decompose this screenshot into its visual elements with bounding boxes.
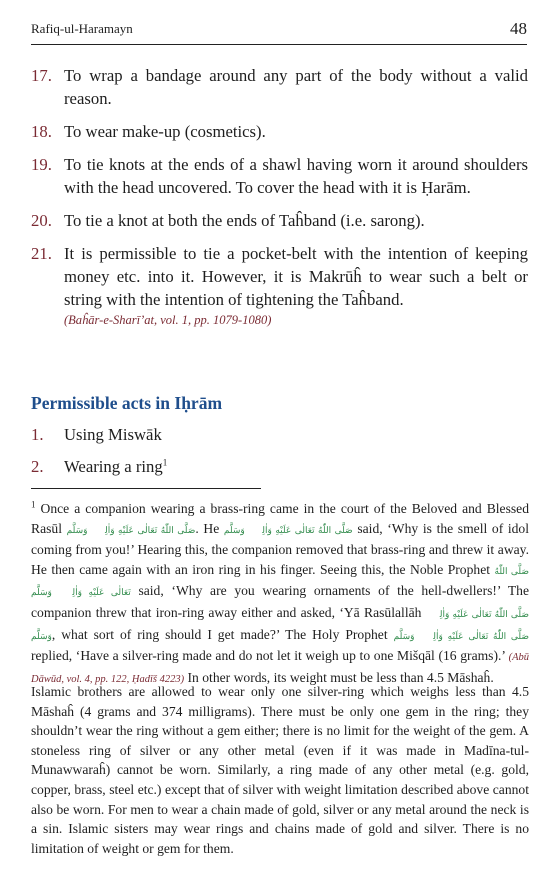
book-title: Rafiq-ul-Haramayn — [31, 21, 133, 36]
footnote-number: 1 — [31, 499, 36, 510]
item-number: 17. — [31, 66, 52, 85]
blessing-calligraphy: صَلَّى اللّٰهُ تَعَالٰى عَلَيْهِ وَاٰلِهٖ وَسَلَّم — [66, 524, 196, 535]
footnote-text: In other words, its weight must be less than 4.5 Māshaĥ. — [187, 669, 494, 685]
item-text: Using Miswāk — [64, 425, 162, 444]
list-item — [31, 455, 528, 478]
list-item — [31, 242, 528, 329]
footnote-text: Once a companion wearing a brass-ring came in the court of the Beloved and Blessed Rasūl — [31, 501, 529, 536]
list-item — [31, 64, 528, 110]
item-number: 21. — [31, 244, 52, 263]
item-number: 2. — [31, 457, 44, 476]
item-text: To tie knots at the ends of a shawl having worn it around shoulders with the head uncovered. To cover the head with it is Ḥarām. — [64, 155, 528, 197]
item-text: It is permissible to tie a pocket-belt with the intention of keeping money etc. into it. However, it is Makrūĥ to wear such a belt or string with the intention of tightening the Taĥband. — [64, 244, 528, 309]
list-item — [31, 423, 528, 446]
footnote-text: said, ‘Why are you wearing ornaments of the hell-dwellers!’ The companion threw that iron-ring away either and asked, ‘Yā Rasūlallāh — [31, 583, 530, 620]
footnote-text: . He — [195, 520, 220, 536]
permissible-list — [31, 423, 528, 487]
prohibitions-list — [31, 64, 528, 339]
item-text-with-reference — [64, 242, 528, 329]
footnote-text: replied, ‘Have a silver-ring made and do not let it weigh up to one Mišqāl (16 grams).’ — [31, 648, 505, 664]
item-number: 19. — [31, 155, 52, 174]
item-number: 20. — [31, 211, 52, 230]
footnote-divider — [31, 488, 261, 489]
page-number: 48 — [510, 19, 527, 38]
footnote-text: said, ‘Why is the smell of idol coming from you!’ Hearing this, the companion removed that brass-ring and threw it away. He then came again with an iron ring in his finger. Seeing this, the Noble Prophet — [31, 520, 529, 577]
item-text: Wearing a ring — [64, 457, 163, 476]
running-header — [31, 20, 527, 45]
blessing-calligraphy: صَلَّى اللّٰهُ تَعَالٰى عَلَيْهِ وَاٰلِهٖ وَسَلَّم — [223, 524, 353, 535]
list-item — [31, 209, 528, 232]
list-item — [31, 120, 528, 143]
footnote-marker[interactable]: 1 — [162, 457, 168, 468]
footnote — [31, 499, 529, 689]
blessing-calligraphy: صَلَّى اللّٰهُ تَعَالٰى عَلَيْهِ وَاٰلِهٖ وَسَلَّم — [393, 630, 530, 641]
item-text: To wrap a bandage around any part of the body without a valid reason. — [64, 66, 528, 108]
item-text: To tie a knot at both the ends of Taĥband (i.e. sarong). — [64, 211, 425, 230]
item-text-wrap — [64, 455, 528, 478]
footnote-text: , what sort of ring should I get made?’ The Holy Prophet — [51, 626, 388, 642]
blessing-calligraphy: صَلَّى اللّٰهُ تَعَالٰى عَلَيْهِ وَاٰلِهٖ وَسَلَّم — [31, 608, 530, 641]
item-text: To wear make-up (cosmetics). — [64, 122, 266, 141]
footnote-citation: (Abū Dāwūd, vol. 4, pp. 122, Ḥadīš 4223) — [31, 652, 529, 685]
item-number: 18. — [31, 122, 52, 141]
footnote-paragraph: Islamic brothers are allowed to wear only one silver-ring which weighs less than 4.5 Māshaĥ (4 grams and 374 milligrams). There must be only one gem in the ring; they shouldn’t wear the ring without a gem either; there is no limit for the weight of the gem. A stoneless ring of silver or any other metal (even if it was made in Madīna-tul-Munawwaraĥ) cannot be worn. Similarly, a ring made of any other metal (e.g. gold, copper, brass, steel etc.) except that of silver with weight limitation described above cannot also be worn. For men to wear a chain made of gold, silver or any metal around the neck is a sin. Islamic sisters may wear rings and chains made of gold and silver. There is no limitation of weight or gem for them. — [31, 684, 529, 856]
reference-citation: (Baĥār-e-Sharī’at, vol. 1, pp. 1079-1080) — [64, 313, 272, 327]
blessing-calligraphy: صَلَّى اللّٰهُ تَعَالٰى عَلَيْهِ وَاٰلِهٖ وَسَلَّم — [31, 565, 529, 598]
item-number: 1. — [31, 425, 44, 444]
list-item — [31, 153, 528, 199]
section-heading: Permissible acts in Iḥrām — [31, 393, 223, 413]
